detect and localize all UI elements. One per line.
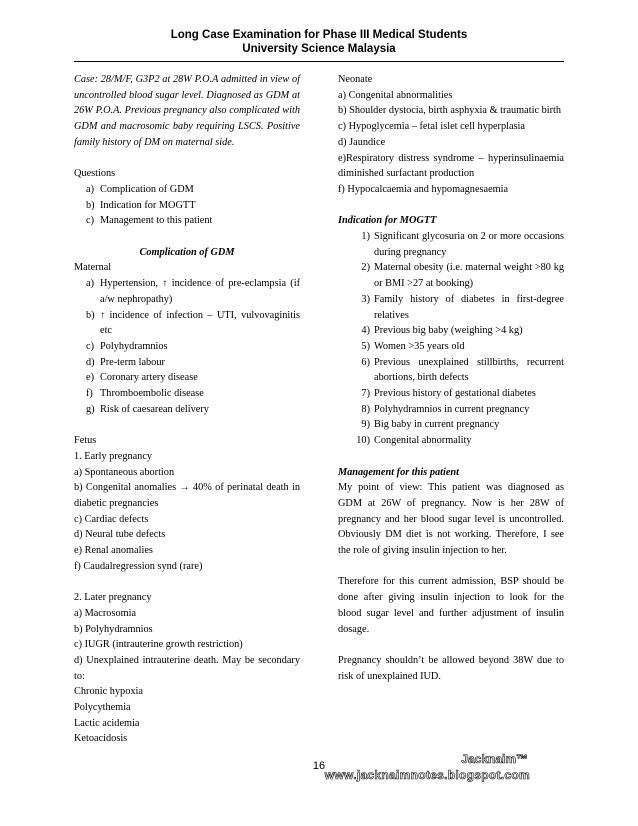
mogtt-list [338, 229, 564, 449]
early-pregnancy-line: f) Caudalregression synd (rare) [74, 560, 203, 572]
question-item: a) Complication of GDM [86, 183, 194, 195]
later-pregnancy-line: Lactic acidemia [74, 717, 140, 729]
mogtt-item: 3) Family history of diabetes in first-degree relatives [361, 293, 564, 321]
neonate-label: Neonate [338, 74, 373, 85]
questions-list [74, 182, 300, 229]
page-number: 16 [312, 760, 326, 772]
maternal-item: b) ↑ incidence of infection – UTI, vulvovaginitis etc [86, 309, 300, 337]
question-item: c) Management to this patient [86, 215, 213, 227]
right-column [338, 72, 564, 684]
early-pregnancy-line: e) Renal anomalies [74, 545, 153, 557]
maternal-item: c) Polyhydramnios [86, 340, 168, 352]
later-pregnancy-line: Chronic hypoxia [74, 686, 143, 698]
later-pregnancy-line: c) IUGR (intrauterine growth restriction) [74, 639, 243, 651]
website-link[interactable]: www.jacknaimnotes.blogspot.com [324, 768, 530, 782]
mogtt-item: 1) Significant glycosuria on 2 or more occasions during pregnancy [361, 231, 564, 258]
questions-label: Questions [74, 168, 116, 180]
early-pregnancy-line: d) Neural tube defects [74, 529, 166, 541]
management-paragraph: Therefore for this current admission, BSP should be done after giving insulin injection to look for the blood sugar level and further adjustment of insulin dosage. [338, 576, 564, 635]
neonate-line: c) Hypoglycemia – fetal islet cell hyperplasia [338, 121, 525, 133]
brand-watermark: Jacknaim™ [461, 752, 528, 766]
page-header [74, 28, 564, 56]
maternal-item: f) Thromboembolic disease [86, 388, 204, 400]
maternal-list [74, 276, 300, 417]
early-pregnancy-line: a) Spontaneous abortion [74, 466, 175, 478]
case-summary: Case: 28/M/F, G3P2 at 28W P.O.A admitted in view of uncontrolled blood sugar level. Diagnosed as GDM at 26W P.O.A. Previous pregnancy also complicated with GDM and macrosomic baby requiring LSCS. Positive family history of DM on maternal side. [74, 74, 300, 148]
maternal-item: d) Pre-term labour [86, 356, 165, 368]
early-pregnancy-line: b) Congenital anomalies → 40% of perinatal death in diabetic pregnancies [74, 482, 300, 509]
early-pregnancy-line: c) Cardiac defects [74, 513, 149, 525]
management-paragraph: Pregnancy shouldn’t be allowed beyond 38W due to risk of unexplained IUD. [338, 654, 564, 682]
header-title-line2: University Science Malaysia [242, 43, 396, 55]
management-heading: Management for this patient [338, 466, 460, 478]
later-pregnancy-line: a) Macrosomia [74, 607, 137, 619]
neonate-line: f) Hypocalcaemia and hypomagnesaemia [338, 183, 509, 195]
neonate-line: a) Congenital abnormalities [338, 89, 453, 101]
maternal-item: a) Hypertension, ↑ incidence of pre-eclampsia (if a/w nephropathy) [86, 278, 300, 305]
neonate-line: d) Jaundice [338, 136, 386, 148]
mogtt-item: 6) Previous unexplained stillbirths, recurrent abortions, birth defects [361, 356, 564, 384]
later-pregnancy-line: Ketoacidosis [74, 733, 128, 745]
management-paragraph: My point of view: This patient was diagnosed as GDM at 26W of pregnancy. Now is her 28W of pregnancy and her blood sugar level is uncontrolled. Obviously DM diet is not working. Therefore, I see the role of giving insulin injection to her. [338, 482, 564, 557]
maternal-item: g) Risk of caesarean delivery [86, 403, 209, 415]
mogtt-item: 8) Polyhydramnios in current pregnancy [361, 403, 530, 415]
mogtt-item: 4) Previous big baby (weighing >4 kg) [361, 325, 523, 337]
mogtt-item: 9) Big baby in current pregnancy [361, 419, 500, 431]
mogtt-item: 10) Congenital abnormality [356, 435, 472, 447]
neonate-line: b) Shoulder dystocia, birth asphyxia & traumatic birth [338, 105, 562, 117]
early-pregnancy-line: 1. Early pregnancy [74, 450, 153, 462]
mogtt-heading: Indication for MOGTT [338, 215, 437, 227]
mogtt-item: 5) Women >35 years old [361, 340, 465, 352]
header-title-line1: Long Case Examination for Phase III Medical Students [170, 29, 468, 41]
later-pregnancy-line: d) Unexplained intrauterine death. May be secondary to: [74, 654, 300, 682]
maternal-item: e) Coronary artery disease [86, 372, 198, 384]
later-pregnancy-line: b) Polyhydramnios [74, 623, 153, 635]
neonate-line: e)Respiratory distress syndrome – hyperinsulinaemia diminished surfactant production [338, 152, 564, 180]
later-pregnancy-line: Polycythemia [74, 702, 131, 714]
mogtt-item: 7) Previous history of gestational diabetes [361, 388, 536, 400]
maternal-label: Maternal [74, 262, 112, 274]
header-divider [74, 61, 564, 62]
left-column [74, 72, 300, 747]
complication-heading: Complication of GDM [139, 246, 235, 258]
mogtt-item: 2) Maternal obesity (i.e. maternal weight >80 kg or BMI >27 at booking) [361, 262, 564, 290]
later-pregnancy-line: 2. Later pregnancy [74, 592, 152, 604]
question-item: b) Indication for MOGTT [86, 199, 196, 211]
fetus-label: Fetus [74, 435, 97, 447]
